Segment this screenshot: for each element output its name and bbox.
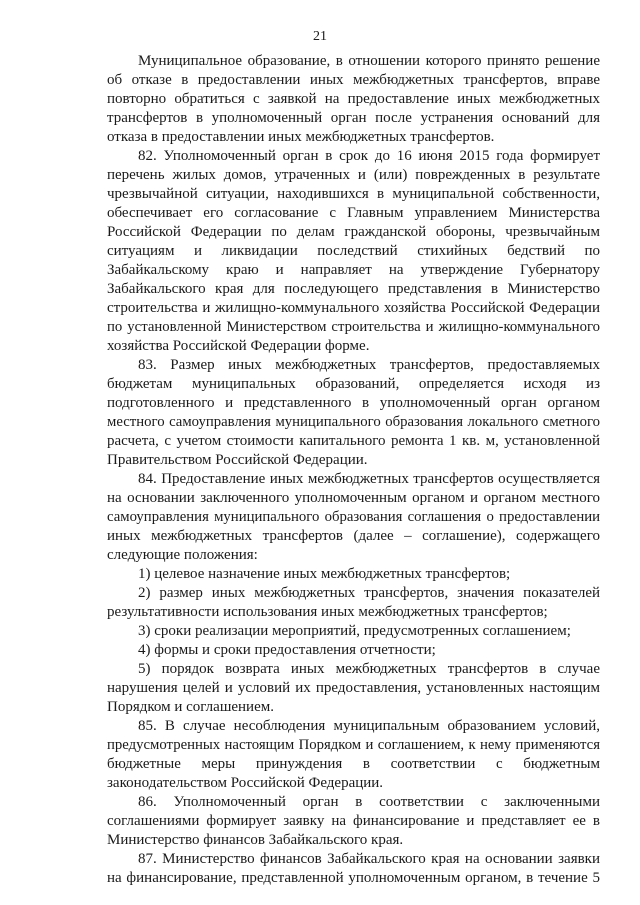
list-item: 4) формы и сроки предоставления отчетности;: [138, 642, 436, 658]
text-line: следующие положения:: [107, 547, 258, 563]
list-item: 5) порядок возврата иных межбюджетных трансфертов в случае: [138, 661, 600, 677]
text-line: Российской Федерации по делам гражданской обороны, чрезвычайным: [107, 224, 600, 240]
text-line: самоуправления муниципального образования соглашения о предоставлении: [107, 509, 600, 525]
text-line: бюджетам муниципальных образований, определяется исходя из: [107, 376, 600, 392]
list-item: 2) размер иных межбюджетных трансфертов, значения показателей: [138, 585, 600, 601]
text-line: ситуациям и ликвидации последствий стихийных бедствий по: [107, 243, 600, 259]
text-line: Порядком и соглашением.: [107, 699, 274, 715]
text-line: бюджетные меры принуждения в соответствии с бюджетным: [107, 756, 600, 772]
text-line: местного самоуправления муниципального образования локального сметного: [107, 414, 600, 430]
text-line: нарушения целей и условий их предоставления, установленных настоящим: [107, 680, 600, 696]
text-line: 82. Уполномоченный орган в срок до 16 июня 2015 года формирует: [138, 148, 600, 164]
text-line: расчета, с учетом стоимости капитального ремонта 1 кв. м, установленной: [107, 433, 600, 449]
text-line: на финансирование, представленной уполномоченным органом, в течение 5: [107, 870, 600, 886]
text-line: иных межбюджетных трансфертов (далее – соглашение), содержащего: [107, 528, 600, 544]
page-number: 21: [313, 29, 327, 44]
list-item: 1) целевое назначение иных межбюджетных трансфертов;: [138, 566, 511, 582]
text-line: 83. Размер иных межбюджетных трансфертов, предоставляемых: [138, 357, 600, 373]
text-line: Муниципальное образование, в отношении которого принято решение: [138, 53, 600, 69]
text-line: соглашениями формирует заявку на финансирование и представляет ее в: [107, 813, 600, 829]
text-line: Правительством Российской Федерации.: [107, 452, 368, 468]
text-line: подготовленного и представленного в уполномоченный орган органом: [107, 395, 600, 411]
text-line: 85. В случае несоблюдения муниципальным образованием условий,: [138, 718, 600, 734]
text-line: предусмотренных настоящим Порядком и соглашением, к нему применяются: [107, 737, 600, 753]
text-line: законодательством Российской Федерации.: [107, 775, 384, 791]
text-line: чрезвычайной ситуации, находившихся в муниципальной собственности,: [107, 186, 600, 202]
text-line: повторно обратиться с заявкой на предоставление иных межбюджетных: [107, 91, 600, 107]
text-line: Забайкальскому краю и направляет на утверждение Губернатору: [107, 262, 600, 278]
text-line: перечень жилых домов, утраченных и (или) поврежденных в результате: [107, 167, 600, 183]
text-line: строительства и жилищно-коммунального хозяйства Российской Федерации: [107, 300, 600, 316]
text-line: 87. Министерство финансов Забайкальского края на основании заявки: [138, 851, 600, 867]
text-line: 86. Уполномоченный орган в соответствии с заключенными: [138, 794, 600, 810]
text-line: Министерство финансов Забайкальского края.: [107, 832, 404, 848]
list-item: 3) сроки реализации мероприятий, предусмотренных соглашением;: [138, 623, 571, 639]
text-line: Забайкальского края для последующего представления в Министерство: [107, 281, 600, 297]
text-line: об отказе в предоставлении иных межбюджетных трансфертов, вправе: [107, 72, 600, 88]
text-line: хозяйства Российской Федерации форме.: [107, 338, 370, 354]
text-line: трансфертов в уполномоченный орган после устранения оснований для: [107, 110, 600, 126]
text-line: 84. Предоставление иных межбюджетных трансфертов осуществляется: [138, 471, 600, 487]
text-line: отказа в предоставлении иных межбюджетных трансфертов.: [107, 129, 495, 145]
text-line: результативности использования иных межбюджетных трансфертов;: [107, 604, 548, 620]
text-line: по установленной Министерством строительства и жилищно-коммунального: [107, 319, 600, 335]
text-line: обеспечивает его согласование с Главным управлением Министерства: [107, 205, 600, 221]
text-line: на основании заключенного уполномоченным органом и органом местного: [107, 490, 600, 506]
